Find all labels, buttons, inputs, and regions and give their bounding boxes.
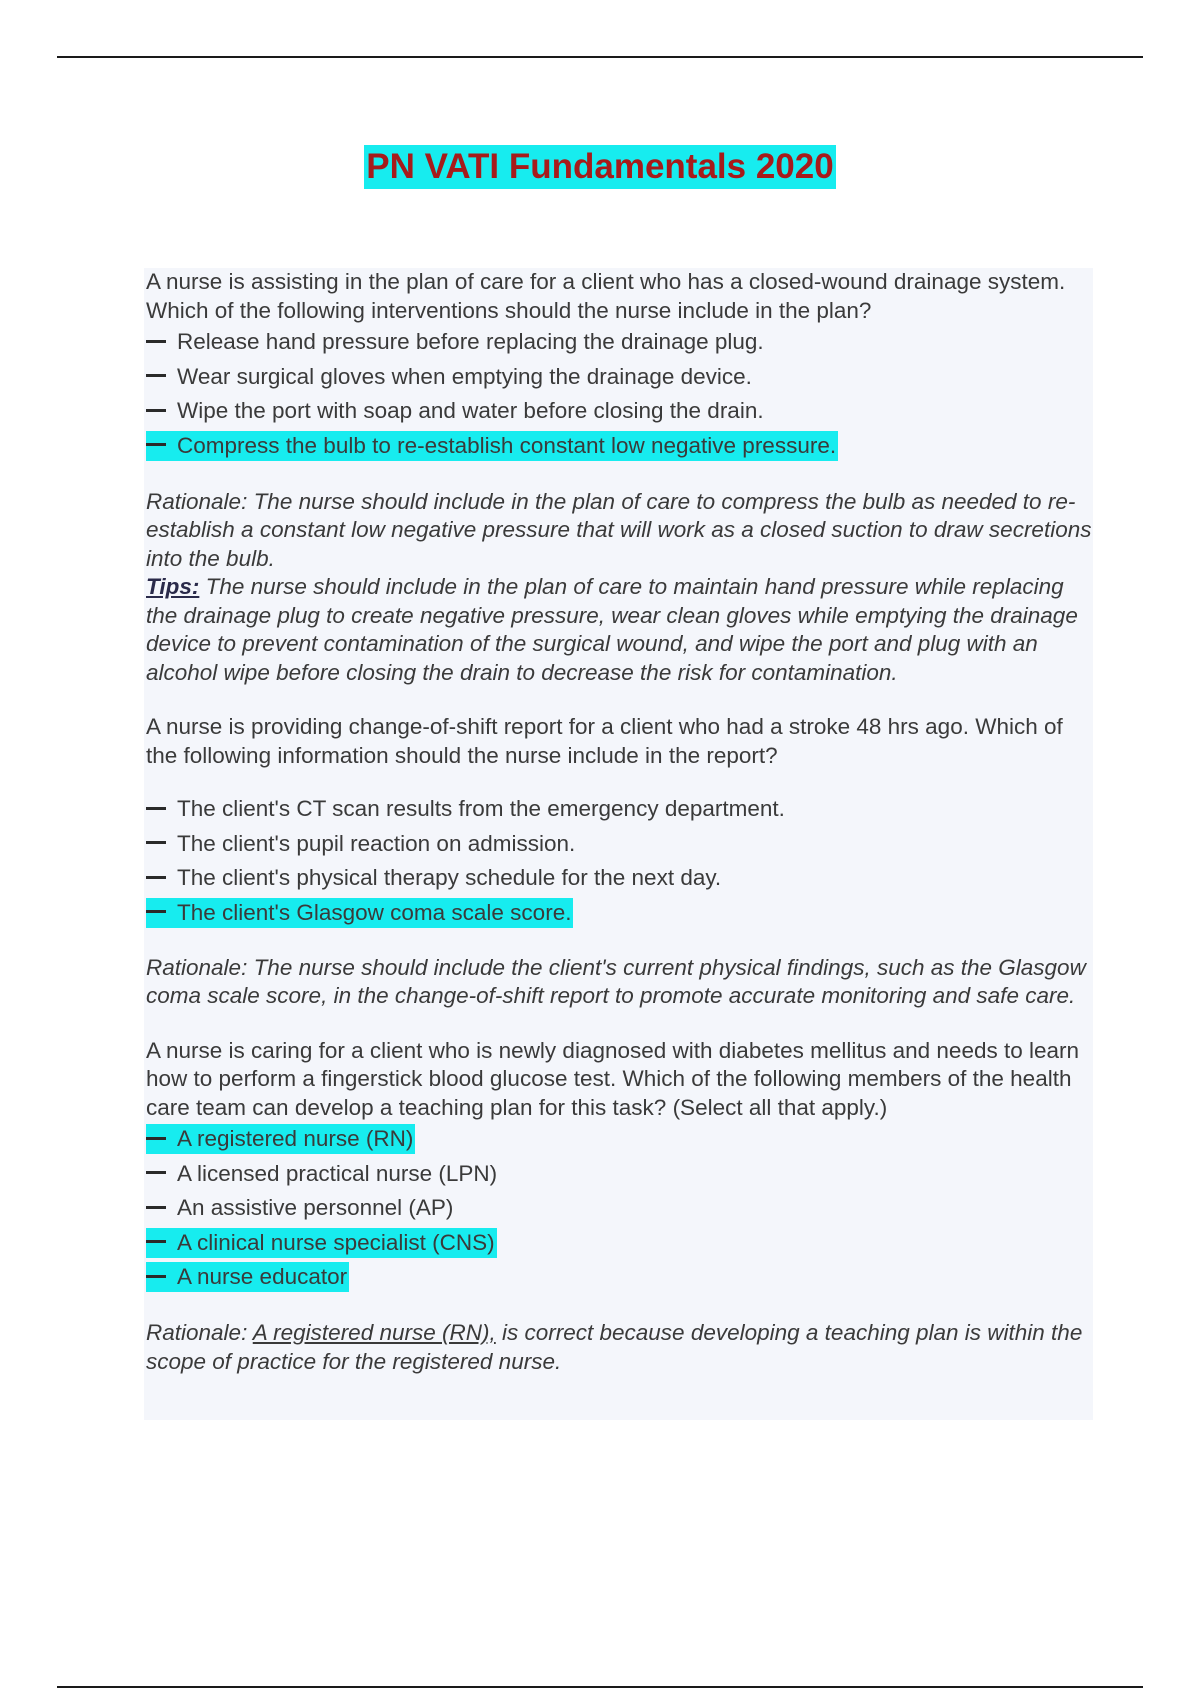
dash-bullet-icon bbox=[146, 1275, 166, 1278]
dash-bullet-icon bbox=[146, 1206, 166, 1209]
dash-bullet-icon bbox=[146, 409, 166, 412]
tips-label: Tips: bbox=[146, 574, 200, 599]
question-3-text: A nurse is caring for a client who is newly diagnosed with diabetes mellitus and needs to learn how to perform a fingerstick blood glucose test. Which of the following members of the health care team can develop a teaching plan for this task? (Select all that apply.) bbox=[146, 1037, 1080, 1120]
top-rule bbox=[57, 56, 1143, 58]
rationale-prefix: Rationale: bbox=[146, 1320, 253, 1345]
question-2-rationale: Rationale: The nurse should include the client's current physical findings, such as the Glasgow coma scale score, in the change-of-shift report to promote accurate monitoring and safe care. bbox=[146, 954, 1086, 1008]
q1-option-4-correct[interactable]: Compress the bulb to re-establish constant low negative pressure. bbox=[146, 431, 1093, 461]
q3-option-2[interactable]: A licensed practical nurse (LPN) bbox=[146, 1159, 1093, 1189]
q2-option-3[interactable]: The client's physical therapy schedule for the next day. bbox=[146, 863, 1093, 893]
question-panel bbox=[144, 268, 1093, 1420]
page-title: PN VATI Fundamentals 2020 bbox=[364, 145, 835, 189]
q3-option-4-correct[interactable]: A clinical nurse specialist (CNS) bbox=[146, 1228, 1093, 1258]
rationale-answer-link: A registered nurse (RN), bbox=[252, 1320, 496, 1345]
dash-bullet-icon bbox=[146, 1171, 166, 1174]
q3-option-1-correct[interactable]: A registered nurse (RN) bbox=[146, 1124, 1093, 1154]
rationale-rest: is correct because developing a teaching plan is within the scope of practice for the registered nurse. bbox=[146, 1320, 1083, 1374]
q1-option-3[interactable]: Wipe the port with soap and water before closing the drain. bbox=[146, 396, 1093, 426]
tips-text: The nurse should include in the plan of care to maintain hand pressure while replacing the drainage plug to create negative pressure, wear clean gloves while emptying the drainage device to prevent contamination of the surgical wound, and wipe the port and plug with an alcohol wipe before closing the drain to decrease the risk for contamination. bbox=[146, 574, 1078, 685]
dash-bullet-icon bbox=[146, 1137, 166, 1140]
q3-option-3[interactable]: An assistive personnel (AP) bbox=[146, 1193, 1093, 1223]
dash-bullet-icon bbox=[146, 1240, 166, 1243]
question-1-tips bbox=[146, 573, 1093, 687]
q2-option-4-correct[interactable]: The client's Glasgow coma scale score. bbox=[146, 898, 1093, 928]
dash-bullet-icon bbox=[146, 340, 166, 343]
q3-option-5-correct[interactable]: A nurse educator bbox=[146, 1262, 1093, 1292]
question-1-rationale: Rationale: The nurse should include in the plan of care to compress the bulb as needed to re-establish a constant low negative pressure that will work as a closed suction to draw secretions into the bulb. bbox=[146, 488, 1092, 571]
dash-bullet-icon bbox=[146, 807, 166, 810]
dash-bullet-icon bbox=[146, 841, 166, 844]
q2-option-2[interactable]: The client's pupil reaction on admission. bbox=[146, 829, 1093, 859]
dash-bullet-icon bbox=[146, 910, 166, 913]
q1-option-1[interactable]: Release hand pressure before replacing the drainage plug. bbox=[146, 327, 1093, 357]
question-3-options bbox=[146, 1124, 1093, 1292]
question-3-rationale bbox=[146, 1319, 1093, 1376]
q2-option-1[interactable]: The client's CT scan results from the emergency department. bbox=[146, 794, 1093, 824]
dash-bullet-icon bbox=[146, 374, 166, 377]
question-2-options bbox=[146, 794, 1093, 928]
question-1-options bbox=[146, 327, 1093, 461]
bottom-rule bbox=[57, 1686, 1143, 1688]
question-1-text: A nurse is assisting in the plan of care for a client who has a closed-wound drainage system. Which of the following interventions should the nurse include in the plan? bbox=[146, 269, 1066, 323]
title-container bbox=[0, 145, 1200, 189]
dash-bullet-icon bbox=[146, 876, 166, 879]
dash-bullet-icon bbox=[146, 443, 166, 446]
question-2-text: A nurse is providing change-of-shift report for a client who had a stroke 48 hrs ago. Which of the following information should the nurse include in the report? bbox=[146, 714, 1063, 768]
q1-option-2[interactable]: Wear surgical gloves when emptying the drainage device. bbox=[146, 362, 1093, 392]
